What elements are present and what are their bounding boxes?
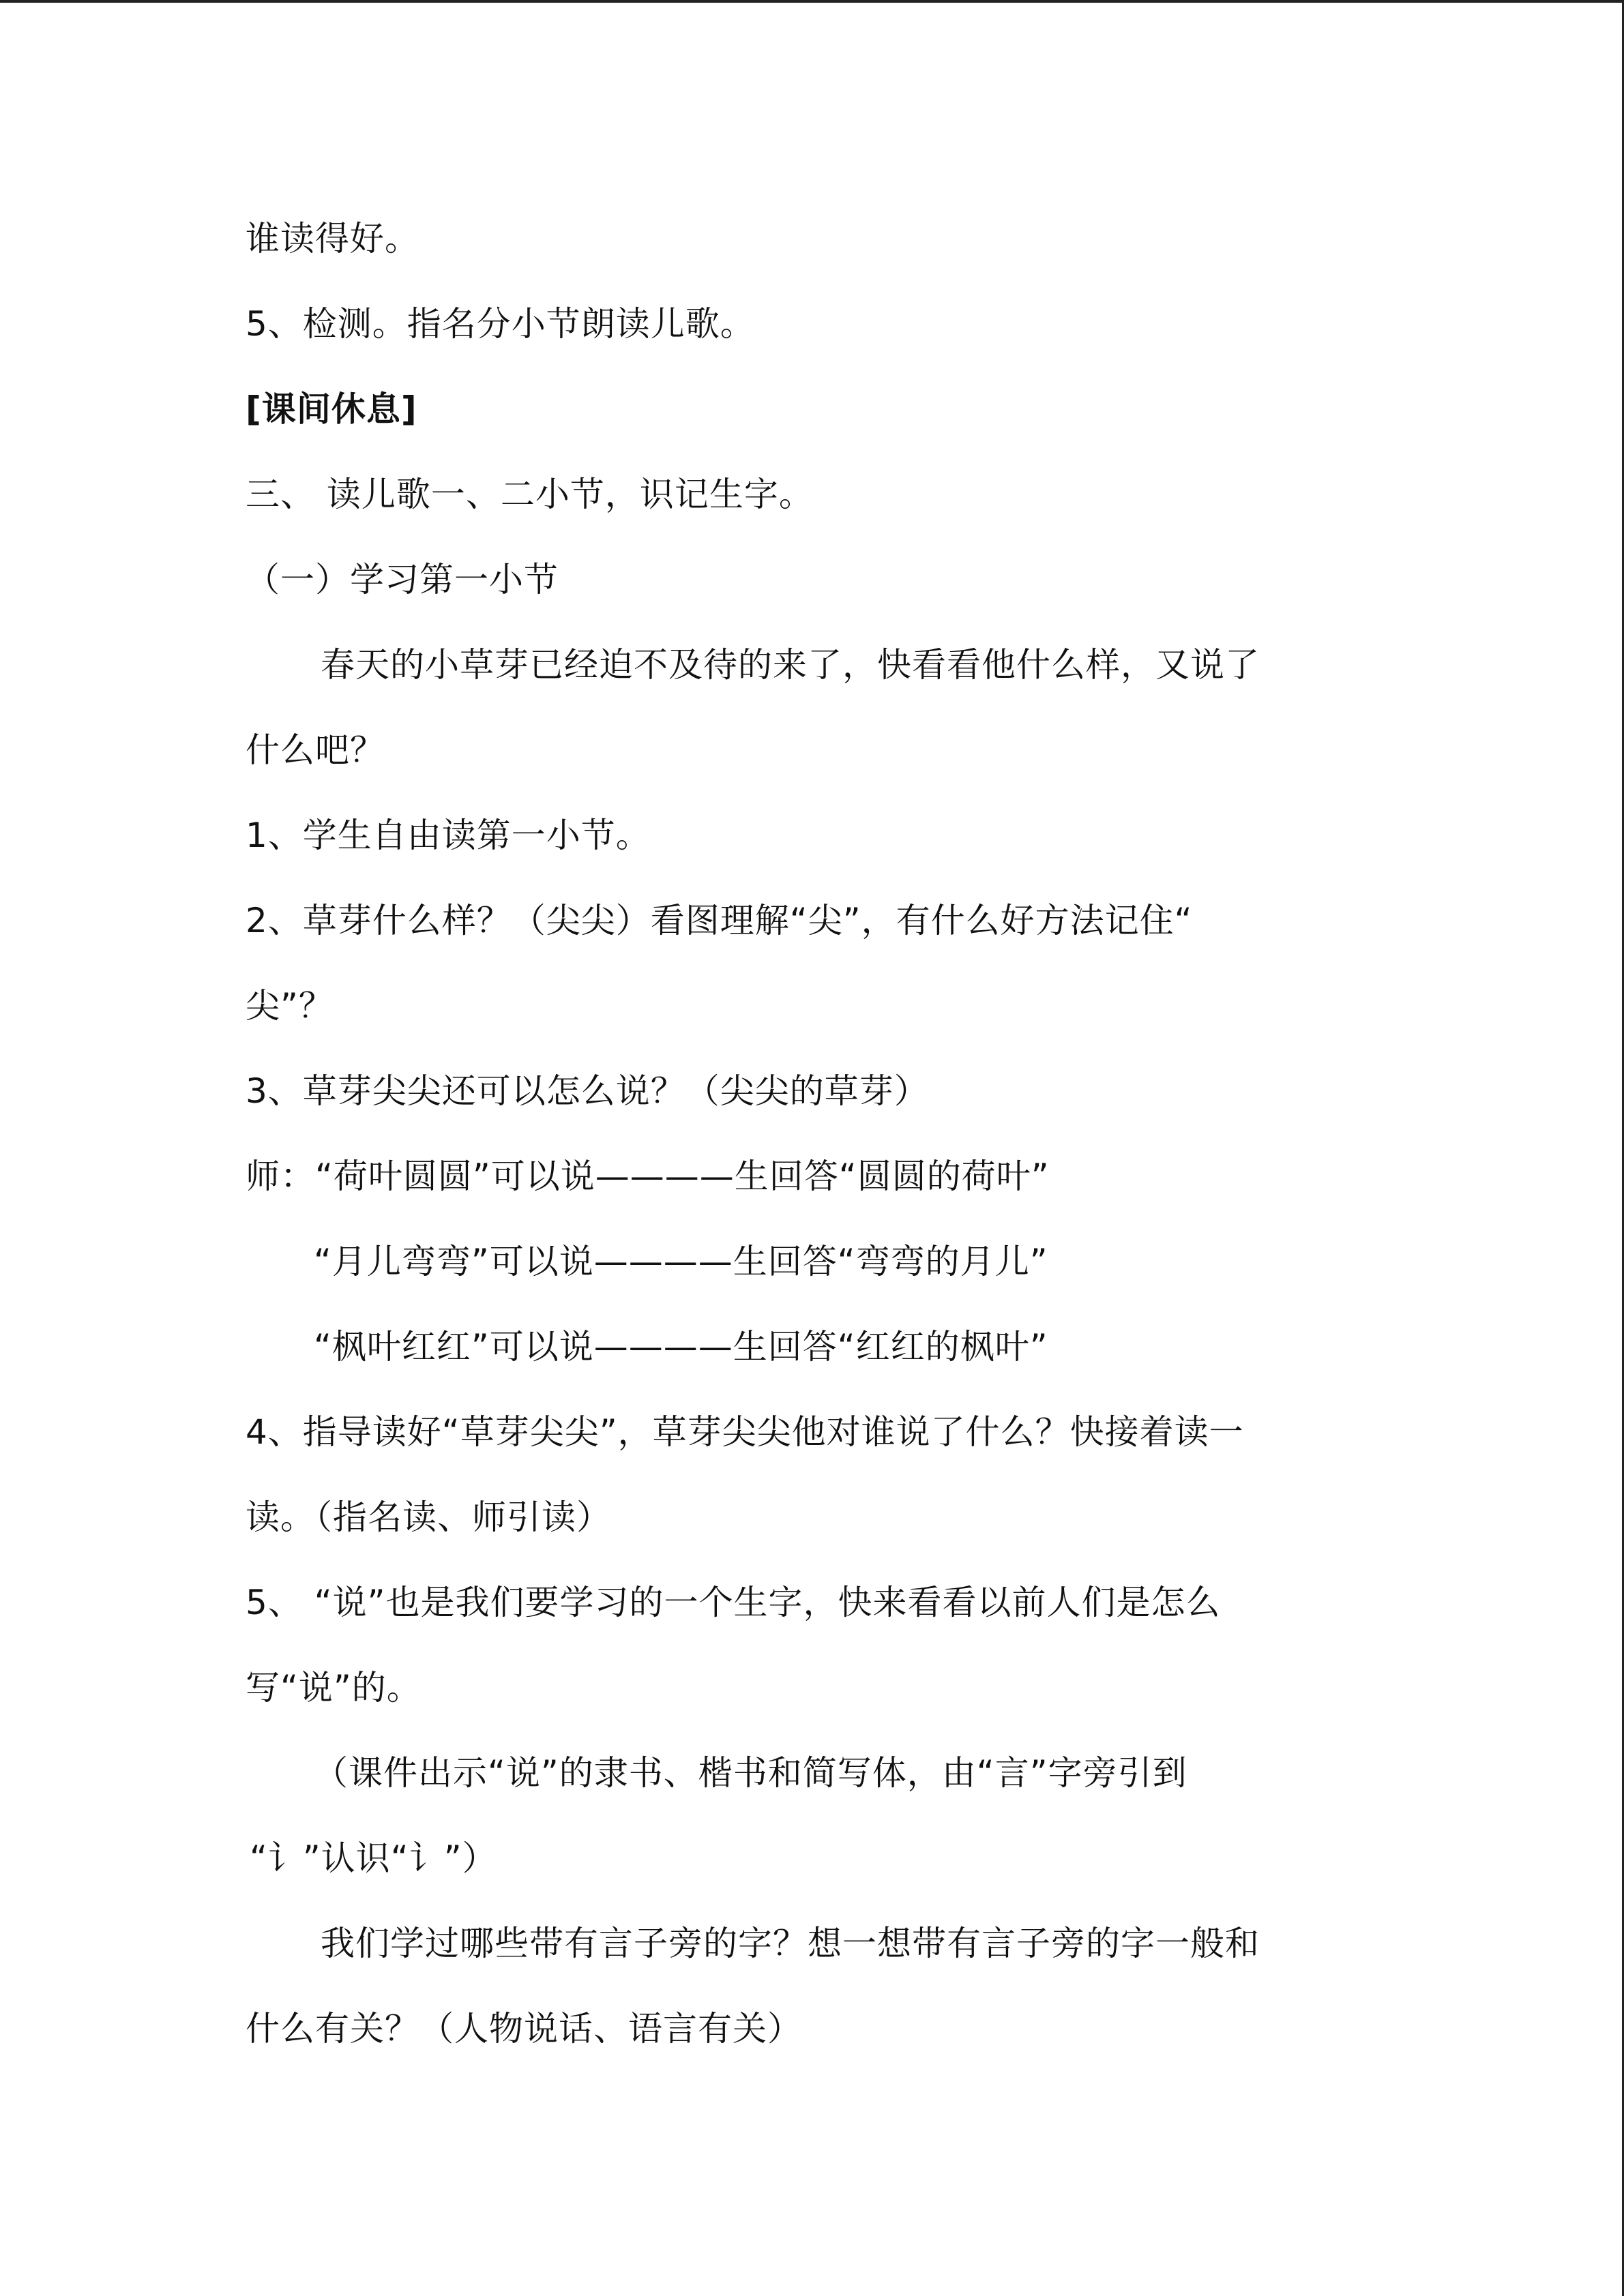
teacher-example-1: 师：“荷叶圆圆”可以说————生回答“圆圆的荷叶” — [246, 1157, 1050, 1196]
paragraph-line-6: 春天的小草芽已经迫不及待的来了，快看看他什么样，又说了 — [321, 645, 1260, 685]
list-item-5: 5、 “说”也是我们要学习的一个生字，快来看看以前人们是怎么 — [246, 1583, 1221, 1622]
question-paragraph: 我们学过哪些带有言子旁的字？想一想带有言子旁的字一般和 — [321, 1924, 1260, 1963]
section-heading-three: 三、 读儿歌一、二小节，识记生字。 — [246, 475, 814, 514]
paragraph-line-1: 谁读得好。 — [246, 219, 419, 258]
list-item-4-continued: 读。（指名读、师引读） — [246, 1497, 611, 1537]
list-item-5-continued: 写“说”的。 — [246, 1668, 422, 1708]
paragraph-line-7: 什么吧？ — [246, 730, 385, 770]
subsection-heading-one: （一）学习第一小节 — [246, 560, 559, 599]
list-item-2: 2、草芽什么样？（尖尖）看图理解“尖”，有什么好方法记住“ — [246, 901, 1193, 940]
list-item-2-continued: 尖”？ — [246, 986, 334, 1026]
list-item-3: 3、草芽尖尖还可以怎么说？（尖尖的草芽） — [246, 1071, 929, 1111]
teacher-example-2: “月儿弯弯”可以说————生回答“弯弯的月儿” — [314, 1242, 1048, 1281]
courseware-note: （课件出示“说”的隶书、楷书和简写体，由“言”字旁引到 — [314, 1753, 1187, 1793]
courseware-note-continued: “讠”认识“讠”） — [250, 1838, 497, 1878]
teacher-example-3: “枫叶红红”可以说————生回答“红红的枫叶” — [314, 1327, 1048, 1367]
list-item-4: 4、指导读好“草芽尖尖”，草芽尖尖他对谁说了什么？快接着读一 — [246, 1412, 1244, 1452]
list-item-1: 1、学生自由读第一小节。 — [246, 816, 651, 855]
page-top-border — [0, 0, 1624, 3]
question-paragraph-continued: 什么有关？（人物说话、语言有关） — [246, 2009, 802, 2048]
paragraph-line-2: 5、检测。指名分小节朗读儿歌。 — [246, 304, 755, 344]
section-heading-break: [课间休息] — [246, 389, 417, 429]
